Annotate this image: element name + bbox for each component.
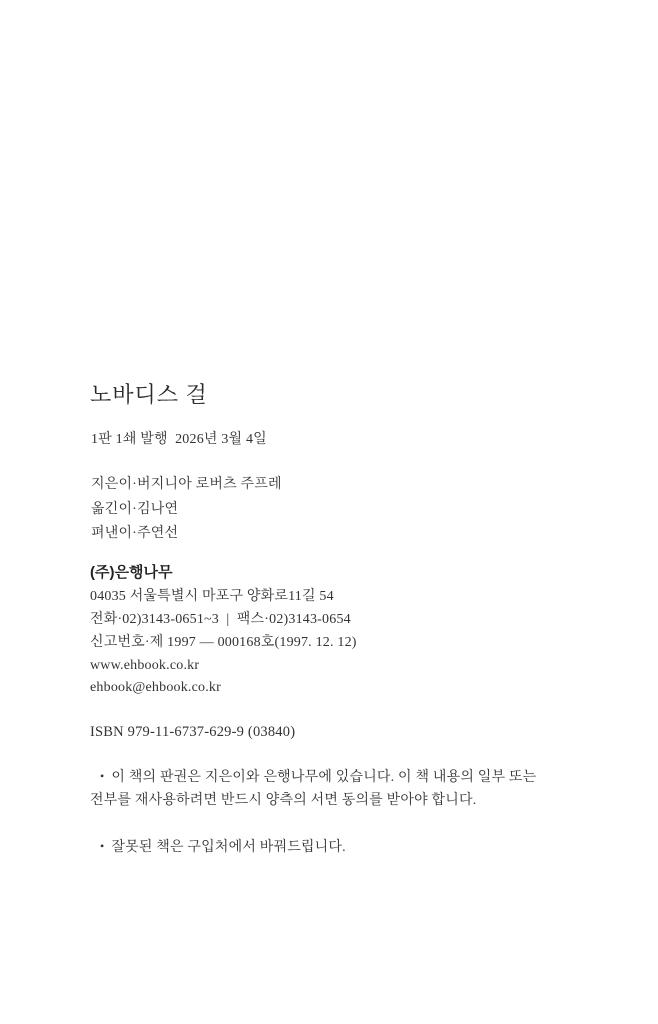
bullet-icon: •	[100, 839, 105, 853]
registration-number-line: 신고번호·제 1997 — 000168호(1997. 12. 12)	[90, 635, 357, 650]
defect-notice-text: 잘못된 책은 구입처에서 바꿔드립니다.	[111, 840, 346, 855]
publisher-website: www.ehbook.co.kr	[90, 658, 200, 673]
publisher-person-line: 펴낸이·주연선	[91, 526, 179, 541]
book-title: 노바디스 걸	[90, 382, 208, 407]
author-line: 지은이·버지니아 로버츠 주프레	[91, 477, 282, 492]
bullet-icon: •	[100, 769, 105, 783]
copyright-notice-text1: 이 책의 판권은 지은이와 은행나무에 있습니다. 이 책 내용의 일부 또는	[111, 770, 537, 785]
isbn-line: ISBN 979-11-6737-629-9 (03840)	[90, 724, 296, 740]
copyright-notice-line2: 전부를 재사용하려면 반드시 양측의 서면 동의를 받아야 합니다.	[90, 793, 477, 808]
phone-fax-line: 전화·02)3143-0651~3 | 팩스·02)3143-0654	[90, 612, 351, 627]
publisher-address: 04035 서울특별시 마포구 양화로11길 54	[90, 589, 334, 604]
publisher-name: (주)은행나무	[90, 564, 173, 581]
edition-date-line: 1판 1쇄 발행 2026년 3월 4일	[91, 432, 267, 447]
publisher-email: ehbook@ehbook.co.kr	[90, 680, 221, 695]
defect-notice-line	[100, 834, 346, 861]
copyright-notice-line1	[100, 764, 536, 791]
translator-line: 옮긴이·김나연	[91, 502, 179, 517]
